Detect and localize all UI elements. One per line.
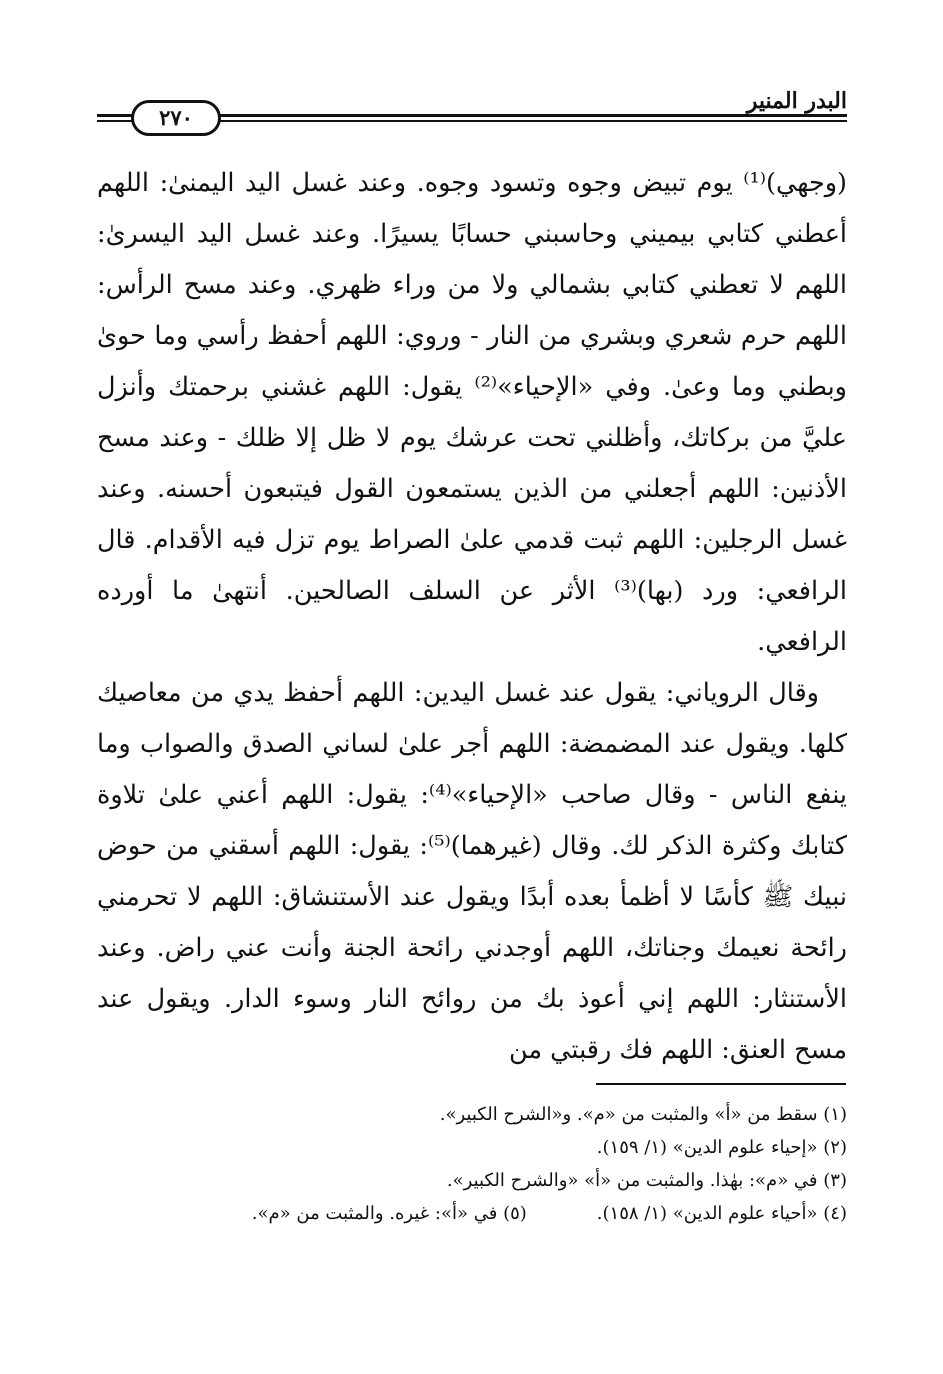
footnote: (٤) «أحياء علوم الدين» (١/ ١٥٨). [596, 1203, 847, 1224]
page-header [97, 88, 847, 134]
page-number: ٢٧٠ [131, 100, 221, 136]
footnote: (١) سقط من «أ» والمثبت من «م». و«الشرح الكبير». [439, 1104, 847, 1125]
footnote: (٥) في «أ»: غيره. والمثبت من «م». [251, 1203, 527, 1224]
header-rule [205, 114, 847, 117]
running-title: البدر المنير [746, 88, 847, 114]
footnotes [97, 1098, 847, 1230]
footnote: (٣) في «م»: بهٰذا. والمثبت من «أ» «والشرح الكبير». [446, 1170, 847, 1191]
footnote-row [97, 1197, 847, 1230]
paragraph: وقال الروياني: يقول عند غسل اليدين: اللهم أحفظ يدي من معاصيك كلها. ويقول عند المضمضة: اللهم أجر علىٰ لساني الصدق والصواب وما ينفع الناس - وقال صاحب «الإحياء»⁽⁴⁾: يقول: اللهم أعني علىٰ تلاوة كتابك وكثرة الذكر لك. وقال (غيرهما)⁽⁵⁾: يقول: اللهم أسقني من حوض نبيك ﷺ كأسًا لا أظمأ بعده أبدًا ويقول عند الأستنشاق: اللهم لا تحرمني رائحة نعيمك وجناتك، اللهم أوجدني رائحة الجنة وأنت عني راض. وعند الأستنثار: اللهم إني أعوذ بك من روائح النار وسوء الدار. ويقول عند مسح العنق: اللهم فك رقبتي من [97, 678, 848, 1065]
footnote: (٢) «إحياء علوم الدين» (١/ ١٥٩). [596, 1137, 847, 1158]
paragraph: (وجهي)⁽¹⁾ يوم تبيض وجوه وتسود وجوه. وعند غسل اليد اليمنىٰ: اللهم أعطني كتابي بيميني وحاسبني حسابًا يسيرًا. وعند غسل اليد اليسرىٰ: اللهم لا تعطني كتابي بشمالي ولا من وراء ظهري. وعند مسح الرأس: اللهم حرم شعري وبشري من النار - وروي: اللهم أحفظ رأسي وما حوىٰ وبطني وما وعىٰ. وفي «الإحياء»⁽²⁾ يقول: اللهم غشني برحمتك وأنزل عليَّ من بركاتك، وأظلني تحت عرشك يوم لا ظل إلا ظلك - وعند مسح الأذنين: اللهم أجعلني من الذين يستمعون القول فيتبعون أحسنه. وعند غسل الرجلين: اللهم ثبت قدمي علىٰ الصراط يوم تزل فيه الأقدام. قال الرافعي: ورد (بها)⁽³⁾ الأثر عن السلف الصالحين. أنتهىٰ ما أورده الرافعي. [97, 168, 847, 657]
main-text [97, 158, 847, 1076]
header-rule [205, 120, 847, 122]
footnote-separator [596, 1083, 846, 1085]
